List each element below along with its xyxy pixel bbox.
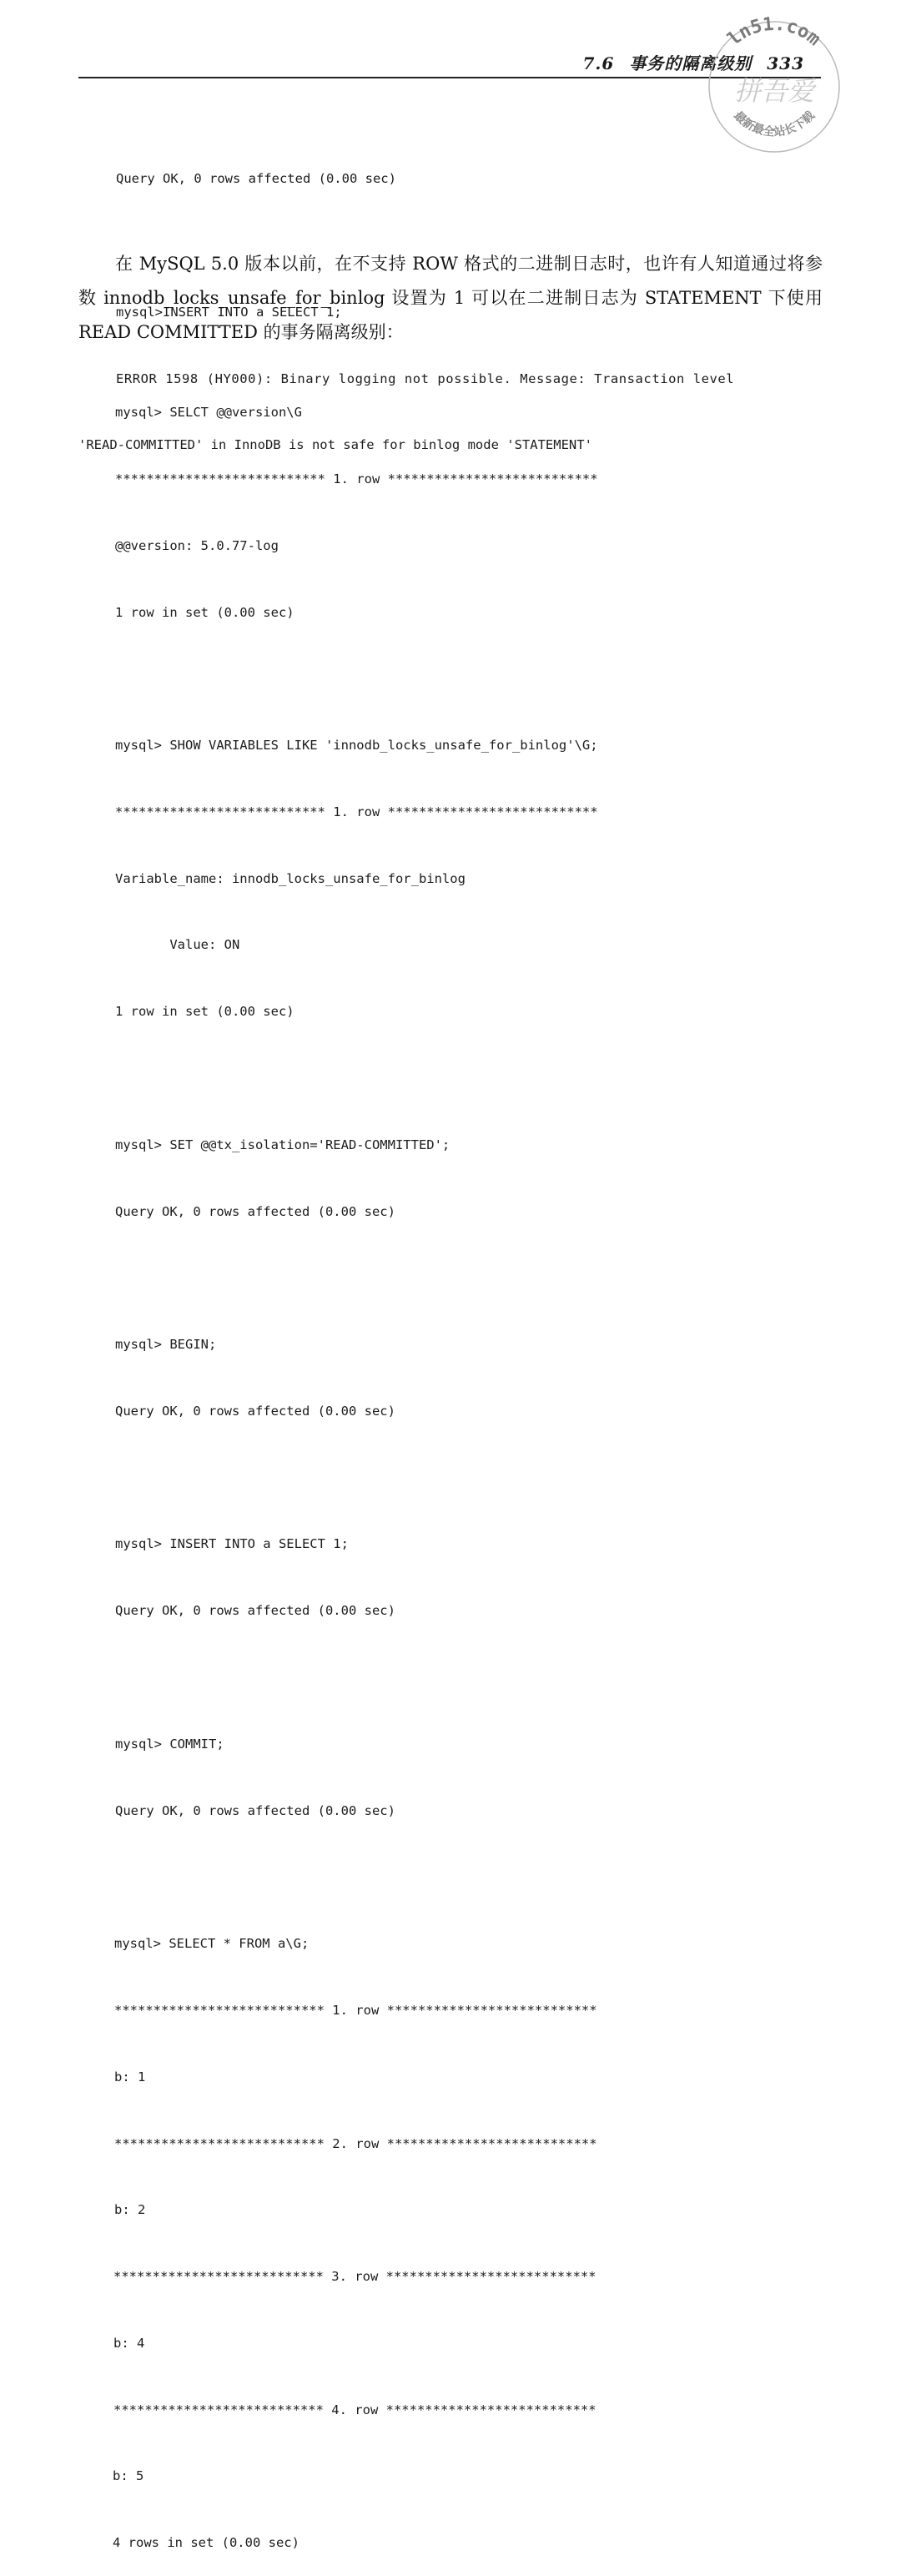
code-line: Variable_name: innodb_locks_unsafe_for_binlog	[115, 870, 466, 886]
code-line: mysql> INSERT INTO a SELECT 1;	[115, 1536, 349, 1552]
code-line: *************************** 1. row ***************************	[115, 471, 598, 486]
paragraph-text: 在 MySQL 5.0 版本以前，在不支持 ROW 格式的二进制日志时，也许有人知道通过将参数 innodb_locks_unsafe_for_binlog 设置为 1 可以在二进制日志为 STATEMENT 下使用 READ COMMITTED 的事务隔离级别：	[78, 254, 823, 342]
code-line: Query OK, 0 rows affected (0.00 sec)	[115, 1203, 395, 1219]
code-line: *************************** 1. row ***************************	[114, 2002, 597, 2018]
code-line: Query OK, 0 rows affected (0.00 sec)	[115, 1603, 395, 1619]
code-line: mysql> COMMIT;	[115, 1736, 224, 1752]
code-line: Value: ON	[115, 937, 240, 953]
code-line	[0, 1666, 901, 1689]
code-line: *************************** 2. row ***************************	[114, 2135, 597, 2151]
code-block-2	[0, 357, 901, 2576]
code-line: *************************** 4. row ***************************	[113, 2402, 596, 2417]
code-line: b: 4	[113, 2335, 145, 2351]
code-line: Query OK, 0 rows affected (0.00 sec)	[115, 1403, 395, 1419]
code-line: *************************** 3. row ***************************	[113, 2269, 596, 2285]
page-number: 333	[767, 53, 804, 73]
code-line: 4 rows in set (0.00 sec)	[113, 2535, 299, 2551]
watermark-brand: 拼吾爱	[733, 75, 815, 107]
code-line: b: 2	[114, 2202, 146, 2218]
section-number: 7.6	[582, 53, 615, 73]
code-line	[0, 1467, 901, 1490]
code-line: b: 1	[114, 2069, 146, 2084]
code-line	[0, 668, 901, 690]
code-line: 1 row in set (0.00 sec)	[115, 604, 294, 620]
code-line: Query OK, 0 rows affected (0.00 sec)	[115, 1802, 395, 1818]
code-line: *************************** 1. row ***************************	[115, 804, 598, 819]
code-line: 1 row in set (0.00 sec)	[115, 1004, 294, 1020]
code-line	[0, 1866, 901, 1888]
code-line: ERROR 1598 (HY000): Binary logging not possible. Message: Transaction level	[116, 371, 735, 386]
code-line: mysql> SELCT @@version\G	[115, 405, 302, 421]
watermark-site: ln51.com	[723, 13, 825, 51]
code-line: mysql>INSERT INTO a SELECT 1;	[116, 304, 342, 320]
body-paragraph	[78, 247, 823, 350]
code-line: b: 5	[113, 2468, 144, 2484]
section-title: 事务的隔离级别	[629, 53, 753, 73]
code-line: @@version: 5.0.77-log	[115, 537, 279, 553]
code-line: mysql> BEGIN;	[115, 1337, 217, 1353]
code-line: 'READ-COMMITTED' in InnoDB is not safe for binlog mode 'STATEMENT'	[78, 437, 592, 453]
code-line: Query OK, 0 rows affected (0.00 sec)	[116, 171, 396, 187]
watermark-tagline: 最新最全站长下载	[731, 108, 818, 139]
code-line	[0, 1067, 901, 1090]
code-line	[0, 1267, 901, 1289]
code-line: mysql> SELECT * FROM a\G;	[114, 1936, 310, 1952]
code-line: mysql> SET @@tx_isolation='READ-COMMITTED';	[115, 1137, 450, 1152]
code-line: mysql> SHOW VARIABLES LIKE 'innodb_locks_unsafe_for_binlog'\G;	[115, 738, 598, 754]
